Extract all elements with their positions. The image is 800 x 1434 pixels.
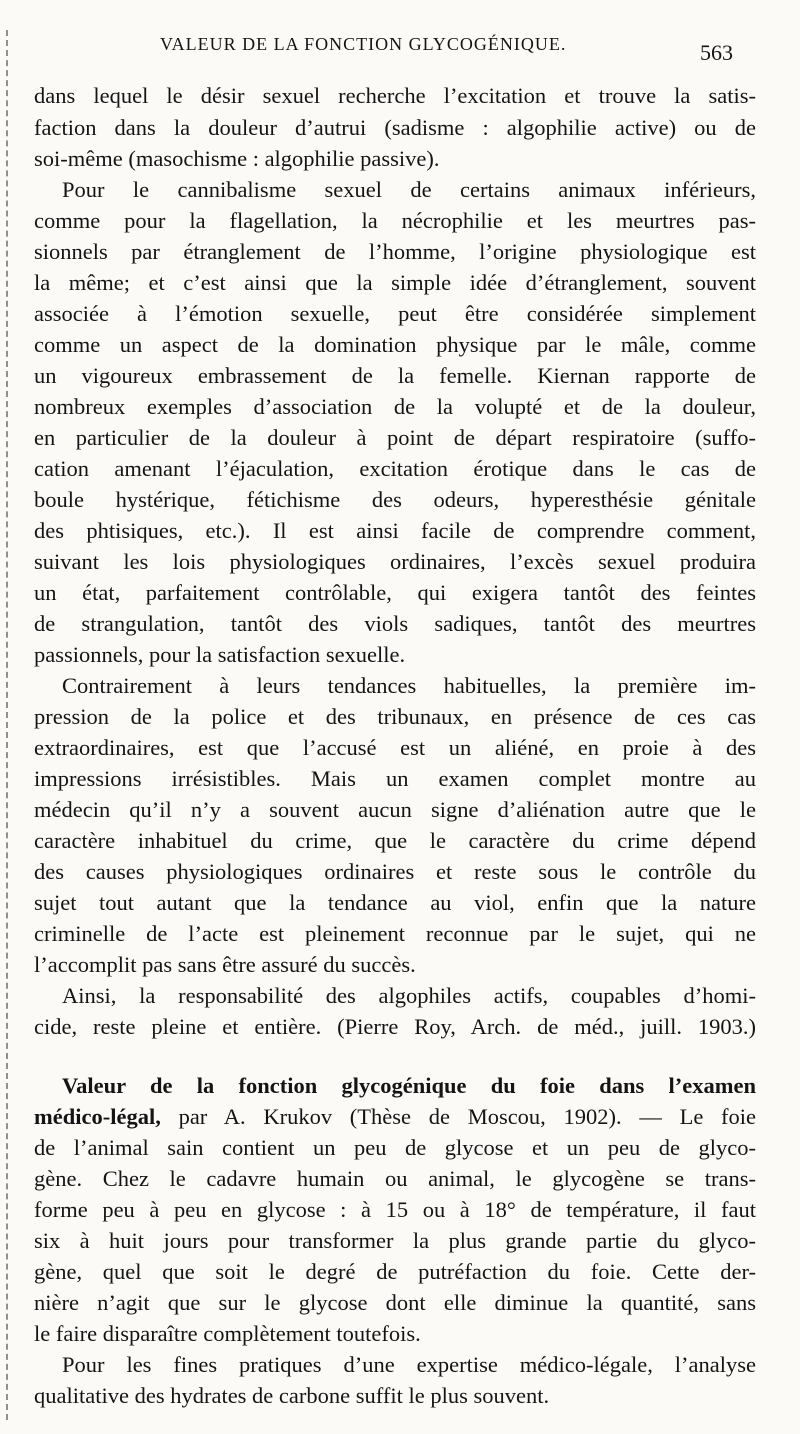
section-line: six à huit jours pour transformer la plus grande partie du glyco-	[34, 1228, 756, 1253]
section-line: nière n’agit que sur le glycose dont elle diminue la quantité, sans	[34, 1290, 756, 1315]
body-line: sujet tout autant que la tendance au viol, enfin que la nature	[34, 890, 756, 915]
section-line: gène. Chez le cadavre humain ou animal, le glycogène se trans-	[34, 1166, 756, 1191]
page-gutter-edge	[6, 30, 9, 1420]
body-line: des causes physiologiques ordinaires et reste sous le contrôle du	[34, 859, 756, 884]
body-line: en particulier de la douleur à point de départ respiratoire (suffo-	[34, 425, 756, 450]
body-line: soi-même (masochisme : algophilie passive).	[34, 146, 440, 171]
body-line: passionnels, pour la satisfaction sexuelle.	[34, 642, 406, 667]
section-line: Pour les fines pratiques d’une expertise médico-légale, l’analyse	[62, 1352, 756, 1377]
body-line: médecin qu’il n’y a souvent aucun signe d’aliénation autre que le	[34, 797, 756, 822]
body-line: Ainsi, la responsabilité des algophiles actifs, coupables d’homi-	[62, 983, 756, 1008]
body-line: suivant les lois physiologiques ordinaires, l’excès sexuel produira	[34, 549, 756, 574]
body-line: des phtisiques, etc.). Il est ainsi facile de comprendre comment,	[34, 518, 756, 543]
body-line: comme un aspect de la domination physique par le mâle, comme	[34, 332, 756, 357]
section-line: le faire disparaître complètement toutefois.	[34, 1321, 421, 1346]
body-line: criminelle de l’acte est pleinement reconnue par le sujet, qui ne	[34, 921, 756, 946]
body-line: la même; et c’est ainsi que la simple idée d’étranglement, souvent	[34, 270, 756, 295]
section-line: forme peu à peu en glycose : à 15 ou à 18° de température, il faut	[34, 1197, 756, 1222]
section-title-continuation	[34, 1103, 756, 1131]
body-line: pression de la police et des tribunaux, en présence de ces cas	[34, 704, 756, 729]
body-line: de strangulation, tantôt des viols sadiques, tantôt des meurtres	[34, 611, 756, 636]
body-line: extraordinaires, est que l’accusé est un aliéné, en proie à des	[34, 735, 756, 760]
body-line: faction dans la douleur d’autrui (sadisme : algophilie active) ou de	[34, 115, 756, 140]
section-title-end: médico-légal,	[34, 1104, 161, 1129]
section-author-reference: par A. Krukov (Thèse de Moscou, 1902). — Le foie	[178, 1104, 756, 1129]
section-line: de l’animal sain contient un peu de glycose et un peu de glyco-	[34, 1135, 756, 1160]
section-line: qualitative des hydrates de carbone suffit le plus souvent.	[34, 1383, 550, 1408]
body-line: sionnels par étranglement de l’homme, l’origine physiologique est	[34, 239, 756, 264]
section-title: Valeur de la fonction glycogénique du foie dans l’examen	[62, 1073, 756, 1098]
body-line: Pour le cannibalisme sexuel de certains animaux inférieurs,	[62, 177, 756, 202]
body-line: caractère inhabituel du crime, que le caractère du crime dépend	[34, 828, 756, 853]
body-line: cation amenant l’éjaculation, excitation érotique dans le cas de	[34, 456, 756, 481]
body-line: l’accomplit pas sans être assuré du succès.	[34, 952, 416, 977]
body-line: associée à l’émotion sexuelle, peut être considérée simplement	[34, 301, 756, 326]
body-line: un vigoureux embrassement de la femelle. Kiernan rapporte de	[34, 363, 756, 388]
body-line: nombreux exemples d’association de la volupté et de la douleur,	[34, 394, 756, 419]
body-line: boule hystérique, fétichisme des odeurs, hyperesthésie génitale	[34, 487, 756, 512]
body-line: un état, parfaitement contrôlable, qui exigera tantôt des feintes	[34, 580, 756, 605]
page-number: 563	[700, 40, 733, 65]
body-line: comme pour la flagellation, la nécrophilie et les meurtres pas-	[34, 208, 756, 233]
body-line: Contrairement à leurs tendances habituelles, la première im-	[62, 673, 756, 698]
running-title: VALEUR DE LA FONCTION GLYCOGÉNIQUE.	[160, 34, 567, 54]
body-line: impressions irrésistibles. Mais un examen complet montre au	[34, 766, 756, 791]
section-line: gène, quel que soit le degré de putréfaction du foie. Cette der-	[34, 1259, 756, 1284]
body-line: dans lequel le désir sexuel recherche l’excitation et trouve la satis-	[34, 83, 756, 108]
citation-line: cide, reste pleine et entière. (Pierre Roy, Arch. de méd., juill. 1903.)	[34, 1014, 756, 1039]
